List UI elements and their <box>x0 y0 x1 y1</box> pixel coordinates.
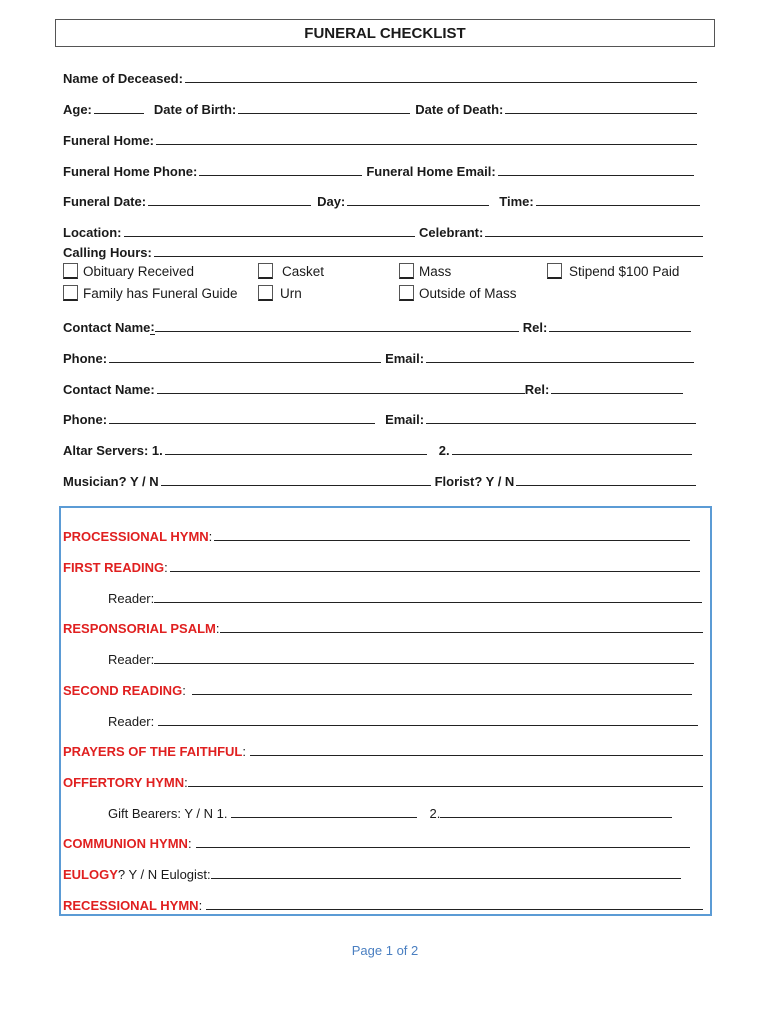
checkbox-icon[interactable] <box>258 285 273 301</box>
field-rel-2[interactable] <box>551 380 683 394</box>
field-day[interactable] <box>347 192 489 206</box>
row-eulogy <box>63 862 703 882</box>
colon: : <box>198 898 203 913</box>
row-first-reading <box>63 555 703 575</box>
checkbox-outside-mass[interactable] <box>399 283 517 303</box>
label-funeral-date: Funeral Date: <box>63 194 147 209</box>
field-age[interactable] <box>94 100 144 114</box>
field-prayers[interactable] <box>250 742 703 756</box>
checkbox-label: Family has Funeral Guide <box>83 285 238 301</box>
field-celebrant[interactable] <box>485 223 703 237</box>
row-contact-1 <box>63 315 703 335</box>
checkbox-label: Obituary Received <box>83 263 195 279</box>
label-contact-name-1: Contact Name <box>63 320 151 335</box>
row-funeral-home <box>63 128 703 148</box>
label-funeral-home: Funeral Home: <box>63 133 155 148</box>
row-psalm-reader <box>108 647 704 667</box>
field-florist[interactable] <box>516 472 696 486</box>
row-offertory <box>63 770 703 790</box>
checkbox-icon[interactable] <box>63 263 78 279</box>
checkbox-icon[interactable] <box>547 263 562 279</box>
field-psalm-reader[interactable] <box>154 650 694 664</box>
colon: : <box>242 744 246 759</box>
field-funeral-home-phone[interactable] <box>199 162 362 176</box>
row-first-reader <box>108 586 704 606</box>
label-reader: Reader: <box>108 652 155 667</box>
row-calling-hours <box>63 240 703 260</box>
field-altar-server-1[interactable] <box>165 441 427 455</box>
checkbox-casket[interactable] <box>258 261 324 281</box>
field-eulogist[interactable] <box>211 865 681 879</box>
page-title: FUNERAL CHECKLIST <box>304 25 466 42</box>
checkbox-label: Stipend $100 Paid <box>569 263 680 279</box>
label-processional: PROCESSIONAL HYMN <box>63 529 209 544</box>
label-responsorial: RESPONSORIAL PSALM <box>63 621 216 636</box>
colon: : <box>164 560 168 575</box>
label-rel-2: Rel: <box>524 382 550 397</box>
label-age: Age: <box>63 102 92 117</box>
label-recessional: RECESSIONAL HYMN <box>63 898 199 913</box>
checkbox-urn[interactable] <box>258 283 302 303</box>
field-first-reading[interactable] <box>170 558 700 572</box>
label-eulogy: EULOGY <box>63 867 118 882</box>
label-musician: Musician? Y / N <box>63 474 159 489</box>
row-location <box>63 220 703 240</box>
row-musician-florist <box>63 469 703 489</box>
label-second-reading: SECOND READING <box>63 683 183 698</box>
label-email-1: Email: <box>385 351 425 366</box>
row-contact-2 <box>63 377 703 397</box>
field-second-reader[interactable] <box>158 712 698 726</box>
row-recessional <box>63 893 703 913</box>
field-email-2[interactable] <box>426 410 696 424</box>
field-phone-2[interactable] <box>109 410 375 424</box>
field-date-of-birth[interactable] <box>238 100 410 114</box>
row-processional <box>63 524 703 544</box>
label-contact-colon: : <box>150 319 155 334</box>
row-name-of-deceased <box>63 66 703 86</box>
label-contact-name-2: Contact Name: <box>63 382 155 397</box>
checkbox-icon[interactable] <box>63 285 78 301</box>
colon: : <box>215 621 220 636</box>
checkbox-icon[interactable] <box>399 263 414 279</box>
label-email-2: Email: <box>385 412 425 427</box>
field-gift-bearer-1[interactable] <box>231 804 417 818</box>
field-rel-1[interactable] <box>549 318 691 332</box>
checkbox-icon[interactable] <box>399 285 414 301</box>
field-date-of-death[interactable] <box>505 100 697 114</box>
label-funeral-home-email: Funeral Home Email: <box>366 164 496 179</box>
row-gift-bearers <box>108 801 704 821</box>
label-date-of-birth: Date of Birth: <box>153 102 237 117</box>
field-musician[interactable] <box>161 472 431 486</box>
page-number: Page 1 of 2 <box>351 943 419 958</box>
field-funeral-home[interactable] <box>156 131 697 145</box>
label-phone-1: Phone: <box>63 351 108 366</box>
field-contact-name-2[interactable] <box>157 380 525 394</box>
title-box <box>55 19 715 47</box>
label-calling-hours: Calling Hours: <box>63 245 152 260</box>
row-altar-servers <box>63 438 703 458</box>
field-second-reading[interactable] <box>192 681 692 695</box>
row-communion <box>63 831 703 851</box>
checkbox-stipend[interactable] <box>547 261 679 281</box>
label-location: Location: <box>63 225 122 240</box>
label-date-of-death: Date of Death: <box>415 102 504 117</box>
label-time: Time: <box>499 194 534 209</box>
field-email-1[interactable] <box>426 349 694 363</box>
field-processional[interactable] <box>214 527 690 541</box>
checkbox-obituary[interactable] <box>63 261 194 281</box>
field-first-reader[interactable] <box>154 589 702 603</box>
row-phone-2 <box>63 407 703 427</box>
field-altar-server-2[interactable] <box>452 441 692 455</box>
row-age-dates <box>63 97 703 117</box>
field-location[interactable] <box>124 223 416 237</box>
checkbox-funeral-guide[interactable] <box>63 283 238 303</box>
field-responsorial[interactable] <box>220 619 703 633</box>
colon: : <box>187 836 192 851</box>
field-time[interactable] <box>536 192 700 206</box>
label-altar-server-2: 2. <box>438 443 450 458</box>
label-eulogy-rest: ? Y / N Eulogist: <box>117 867 211 882</box>
row-second-reading <box>63 678 703 698</box>
checkbox-mass[interactable] <box>399 261 451 281</box>
field-calling-hours[interactable] <box>154 243 703 257</box>
row-responsorial <box>63 616 703 636</box>
field-funeral-date[interactable] <box>148 192 311 206</box>
label-gift-bearer-2: 2. <box>429 806 441 821</box>
label-phone-2: Phone: <box>63 412 108 427</box>
field-gift-bearer-2[interactable] <box>440 804 672 818</box>
label-offertory: OFFERTORY HYMN <box>63 775 185 790</box>
row-prayers <box>63 739 703 759</box>
label-rel-1: Rel: <box>522 320 548 335</box>
field-funeral-home-email[interactable] <box>498 162 694 176</box>
label-prayers: PRAYERS OF THE FAITHFUL <box>63 744 243 759</box>
label-funeral-home-phone: Funeral Home Phone: <box>63 164 198 179</box>
field-phone-1[interactable] <box>109 349 381 363</box>
label-reader: Reader: <box>108 714 155 729</box>
checkbox-label: Casket <box>282 263 325 279</box>
label-name-of-deceased: Name of Deceased: <box>63 71 183 86</box>
checkbox-label: Urn <box>280 285 302 301</box>
field-offertory[interactable] <box>188 773 703 787</box>
row-funeral-home-contact <box>63 159 703 179</box>
label-altar-servers: Altar Servers: 1. <box>63 443 163 458</box>
row-funeral-date <box>63 189 703 209</box>
field-name-of-deceased[interactable] <box>185 69 697 83</box>
field-recessional[interactable] <box>206 896 703 910</box>
colon: : <box>182 683 186 698</box>
colon: : <box>184 775 188 790</box>
field-contact-name-1[interactable] <box>155 318 519 332</box>
label-florist: Florist? Y / N <box>434 474 515 489</box>
label-first-reading: FIRST READING <box>63 560 165 575</box>
label-reader: Reader: <box>108 591 155 606</box>
label-celebrant: Celebrant: <box>419 225 484 240</box>
checkbox-icon[interactable] <box>258 263 273 279</box>
label-gift-bearers: Gift Bearers: Y / N 1. <box>108 806 228 821</box>
field-communion[interactable] <box>196 834 690 848</box>
label-communion: COMMUNION HYMN <box>63 836 188 851</box>
row-phone-1 <box>63 346 703 366</box>
colon: : <box>208 529 213 544</box>
label-day: Day: <box>317 194 346 209</box>
checkbox-label: Outside of Mass <box>419 285 517 301</box>
row-second-reader <box>108 709 704 729</box>
checkbox-label: Mass <box>419 263 452 279</box>
